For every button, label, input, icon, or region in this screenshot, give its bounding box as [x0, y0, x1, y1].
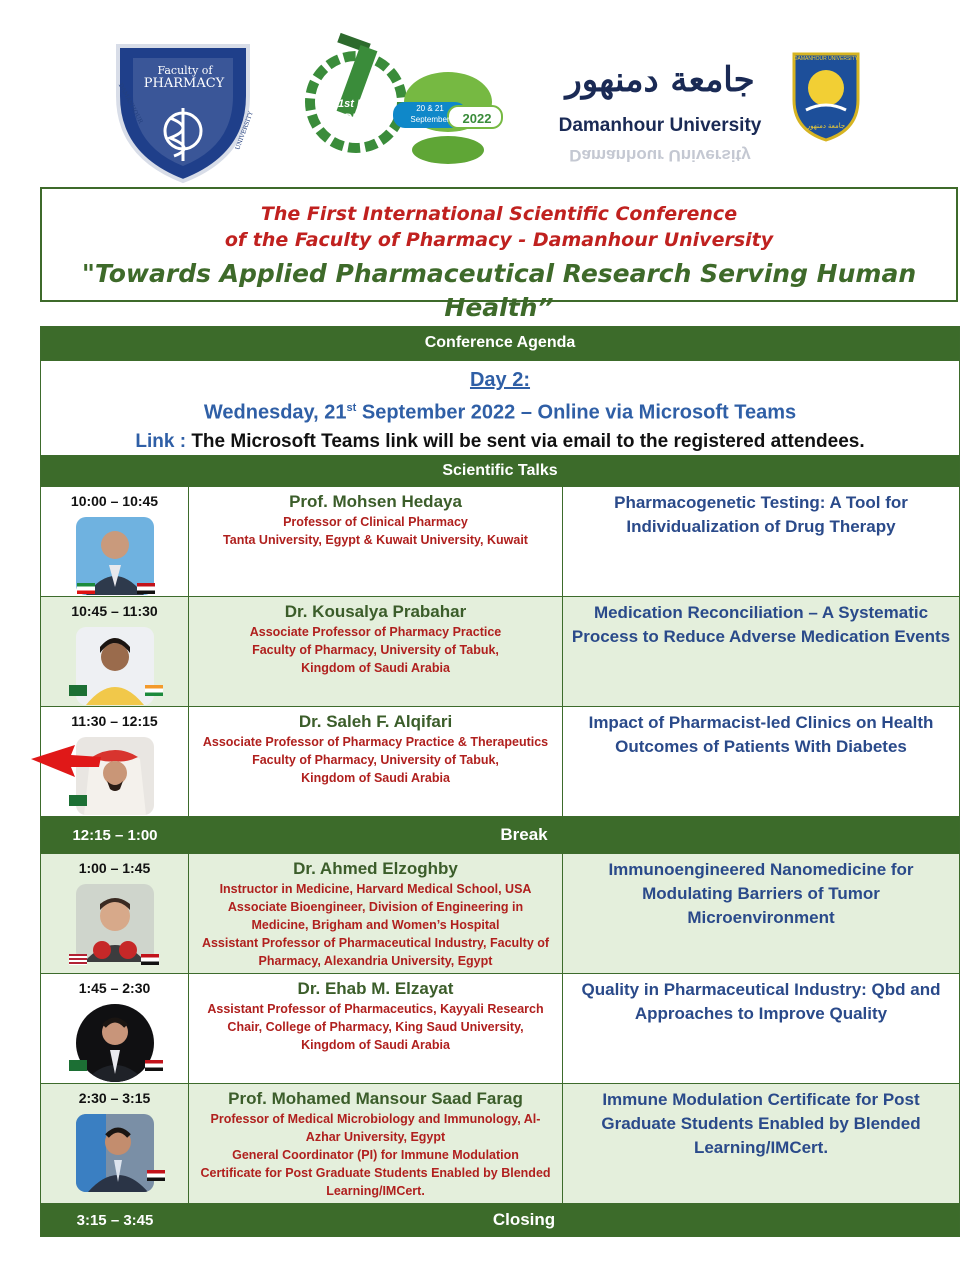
speaker-affiliation: Associate Bioengineer, Division of Engineering in	[227, 900, 524, 914]
talk-time: 10:45 – 11:30	[71, 603, 158, 619]
speaker-photo	[76, 1004, 154, 1082]
speaker-affiliation: Kingdom of Saudi Arabia	[301, 1038, 450, 1052]
speaker-affiliation: Assistant Professor of Pharmaceutical Industry, Faculty of	[201, 936, 550, 950]
speaker-affiliation: Associate Professor of Pharmacy Practice	[249, 625, 502, 639]
time-cell	[41, 707, 189, 816]
section-header: Scientific Talks	[41, 455, 959, 486]
speaker-affiliation: Certificate for Post Graduate Students Enabled by Blended	[200, 1166, 551, 1180]
talk-row	[41, 706, 959, 816]
day-date-pre: Wednesday, 21	[203, 401, 347, 424]
break-row	[41, 816, 959, 853]
flag-egypt-icon	[141, 954, 159, 965]
pharmacy-logo-top: Faculty of	[157, 64, 213, 77]
emblem-text: جامعة دمنهور	[806, 123, 846, 130]
speaker-affiliation: Professor of Medical Microbiology and Immunology, Al-	[210, 1112, 541, 1126]
day-title: Day 2:	[469, 369, 531, 391]
speaker-affiliation: Faculty of Pharmacy, University of Tabuk,	[252, 753, 499, 767]
talk-row	[41, 973, 959, 1083]
speaker-cell	[189, 854, 563, 973]
speaker-affiliation: Chair, College of Pharmacy, King Saud University,	[227, 1020, 524, 1034]
talk-title-cell	[563, 487, 959, 596]
link-text: The Microsoft Teams link will be sent via email to the registered attendees.	[186, 430, 865, 452]
time-cell	[41, 974, 189, 1083]
talk-time: 1:00 – 1:45	[78, 860, 151, 876]
banner-theme: "Towards Applied Pharmaceutical Research Serving Human Health”	[81, 259, 917, 322]
day-date	[41, 393, 959, 428]
speaker-cell	[189, 1084, 563, 1203]
talk-title-cell	[563, 707, 959, 816]
speaker-affiliation: Associate Professor of Pharmacy Practice & Therapeutics	[202, 735, 549, 749]
speaker-name: Prof. Mohamed Mansour Saad Farag	[228, 1089, 523, 1108]
speaker-affiliation: Pharmacy, Alexandria University, Egypt	[258, 954, 493, 968]
time-cell	[41, 597, 189, 706]
conf-month: September	[410, 115, 450, 124]
speaker-affiliation: Kingdom of Saudi Arabia	[301, 661, 450, 675]
speaker-name: Dr. Kousalya Prabahar	[284, 602, 467, 621]
flag-usa-icon	[69, 954, 87, 965]
university-arabic: جامعة دمنهور	[565, 60, 755, 100]
conf-year: 2022	[462, 111, 492, 126]
banner-line-1: The First International Scientific Conference	[260, 203, 738, 225]
speaker-affiliation: Professor of Clinical Pharmacy	[283, 515, 468, 529]
day-date-sup: st	[346, 402, 357, 414]
speaker-name: Dr. Saleh F. Alqifari	[298, 712, 453, 731]
flag-egypt-icon	[147, 1170, 165, 1181]
speaker-cell	[189, 707, 563, 816]
talk-time: 10:00 – 10:45	[70, 493, 159, 509]
speaker-name: Prof. Mohsen Hedaya	[289, 492, 462, 511]
teams-link-note	[41, 428, 959, 456]
flag-egypt-icon	[137, 583, 155, 594]
conf-dates: 20 & 21	[416, 104, 444, 113]
closing-label: Closing	[492, 1210, 556, 1229]
talk-row	[41, 853, 959, 973]
speaker-name: Dr. Ehab M. Elzayat	[297, 979, 454, 998]
conf-tag-2: DMU	[344, 112, 370, 124]
speaker-affiliation: Tanta University, Egypt & Kuwait University, Kuwait	[223, 533, 528, 547]
talk-title: Medication Reconciliation – A Systematic Process to Reduce Adverse Medication Events	[571, 603, 951, 646]
speaker-affiliation: Assistant Professor of Pharmaceutics, Kayyali Research	[207, 1002, 544, 1016]
day-info	[41, 361, 959, 455]
speaker-affiliation: General Coordinator (PI) for Immune Modulation	[232, 1148, 519, 1162]
speaker-affiliation: Instructor in Medicine, Harvard Medical School, USA	[219, 882, 532, 896]
talk-time: 11:30 – 12:15	[71, 713, 158, 729]
red-arrow-icon	[31, 741, 101, 781]
talk-row	[41, 1083, 959, 1203]
time-cell	[41, 487, 189, 596]
speaker-affiliation: Azhar University, Egypt	[305, 1130, 446, 1144]
flag-egypt-icon	[145, 1060, 163, 1071]
talk-title: Immune Modulation Certificate for Post Graduate Students Enabled by Blended Learning/IMCert.	[601, 1090, 921, 1157]
closing-time: 3:15 – 3:45	[76, 1211, 154, 1229]
speaker-affiliation: Kingdom of Saudi Arabia	[301, 771, 450, 785]
time-cell	[41, 854, 189, 973]
banner-line-2: of the Faculty of Pharmacy - Damanhour University	[224, 229, 774, 251]
talk-title: Impact of Pharmacist-led Clinics on Health Outcomes of Patients With Diabetes	[588, 713, 934, 756]
speaker-cell	[189, 487, 563, 596]
speaker-affiliation: Learning/IMCert.	[326, 1184, 425, 1198]
talk-time: 1:45 – 2:30	[78, 980, 151, 996]
emblem-ring: DAMANHOUR UNIVERSITY	[793, 56, 859, 62]
speaker-name: Dr. Ahmed Elzoghby	[293, 859, 458, 878]
speaker-photo	[76, 884, 154, 962]
university-name: Damanhour University	[558, 115, 762, 136]
pharmacy-logo-main: PHARMACY	[143, 76, 225, 91]
conference-banner	[40, 187, 958, 322]
link-label: Link :	[135, 430, 187, 452]
agenda-table	[40, 326, 960, 1237]
talk-title: Quality in Pharmaceutical Industry: Qbd and Approaches to Improve Quality	[581, 980, 941, 1023]
talk-title-cell	[563, 597, 959, 706]
pharmacy-logo-ring-right: UNIVERSITY	[234, 110, 255, 151]
pharmacy-logo-ring-left: DAMANHOUR	[116, 82, 144, 125]
university-name-reflection: Damanhour University	[569, 146, 751, 165]
talk-title: Pharmacogenetic Testing: A Tool for Individualization of Drug Therapy	[614, 493, 908, 536]
speaker-cell	[189, 597, 563, 706]
talk-row	[41, 486, 959, 596]
speaker-photo	[76, 1114, 154, 1192]
speaker-cell	[189, 974, 563, 1083]
agenda-header: Conference Agenda	[41, 327, 959, 361]
flag-india-icon	[145, 685, 163, 696]
time-cell	[41, 1084, 189, 1203]
break-label: Break	[500, 825, 548, 844]
talk-title-cell	[563, 1084, 959, 1203]
logo-strip	[0, 0, 964, 185]
speaker-affiliation: Medicine, Brigham and Women’s Hospital	[251, 918, 500, 932]
talk-time: 2:30 – 3:15	[78, 1090, 151, 1106]
flag-kuwait-icon	[77, 583, 95, 594]
flag-saudi-icon	[69, 685, 87, 696]
speaker-affiliation: Faculty of Pharmacy, University of Tabuk,	[252, 643, 499, 657]
talk-title-cell	[563, 854, 959, 973]
break-time: 12:15 – 1:00	[72, 826, 158, 844]
flag-saudi-icon	[69, 795, 87, 806]
talk-title: Immunoengineered Nanomedicine for Modulating Barriers of Tumor Microenvironment	[608, 860, 914, 927]
day-date-post: September 2022 – Online via Microsoft Teams	[356, 401, 797, 424]
talk-row	[41, 596, 959, 706]
talk-title-cell	[563, 974, 959, 1083]
conference-logo	[298, 32, 508, 168]
speaker-photo	[76, 627, 154, 705]
flag-saudi-icon	[69, 1060, 87, 1071]
conf-tag: 1st PHR-	[338, 98, 384, 110]
closing-row	[41, 1203, 959, 1236]
